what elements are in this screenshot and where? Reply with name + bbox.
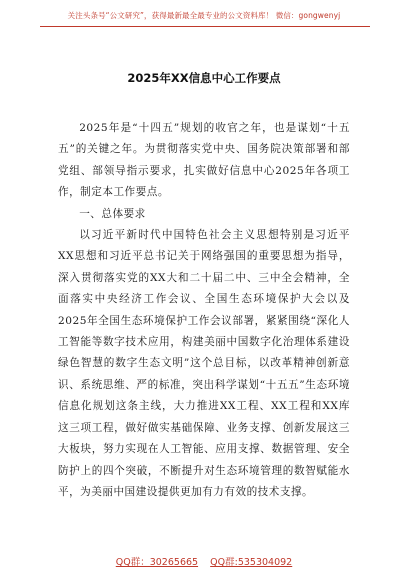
header-notice: 关注头条号“公文研究”，获得最新最全最专业的公文资料库！ 微信：gongwenyj [67, 11, 341, 20]
qq-group-link-2[interactable]: QQ群:535304092 [210, 557, 293, 568]
section-heading-general-requirements: 一、总体要求 [79, 207, 146, 220]
intro-paragraph: 2025年是“十四五”规划的收官之年，也是谋划“十五五”的关键之年。为贯彻落实党中央、国务院决策部署和部党组、部领导指示要求，扎实做好信息中心2025年各项工作，制定本工作要点。 [58, 122, 350, 199]
footer-qq-groups [0, 554, 408, 568]
general-requirements-paragraph: 以习近平新时代中国特色社会主义思想特别是习近平XX思想和习近平总书记关于网络强国的重要思想为指导，深入贯彻落实党的XX大和二十届二中、三中全会精神，全面落实中央经济工作会议、全国生态环境保护大会以及2025年全国生态环境保护工作会议部署，紧紧围绕“深化人工智能等数字技术应用，构建美丽中国数字化治理体系建设绿色智慧的数字生态文明”这个总目标，以改革精神创新意识、系统思维、严的标准，突出科学谋划“十五五”生态环境信息化规划这条主线，大力推进XX工程、XX工程和XX库这三项工程，做好做实基础保障、业务支撑、创新发展这三大板块，努力实现在人工智能、应用支撑、数据管理、安全防护上的四个突破，不断提升对生态环境管理的数智赋能水平，为美丽中国建设提供更加有力有效的技术支撑。 [58, 229, 350, 498]
document-title: 2025年XX信息中心工作要点 [127, 71, 281, 85]
document-body [58, 118, 350, 503]
header-divider [40, 26, 370, 27]
qq-group-link-1[interactable]: QQ群：30265665 [115, 557, 199, 568]
